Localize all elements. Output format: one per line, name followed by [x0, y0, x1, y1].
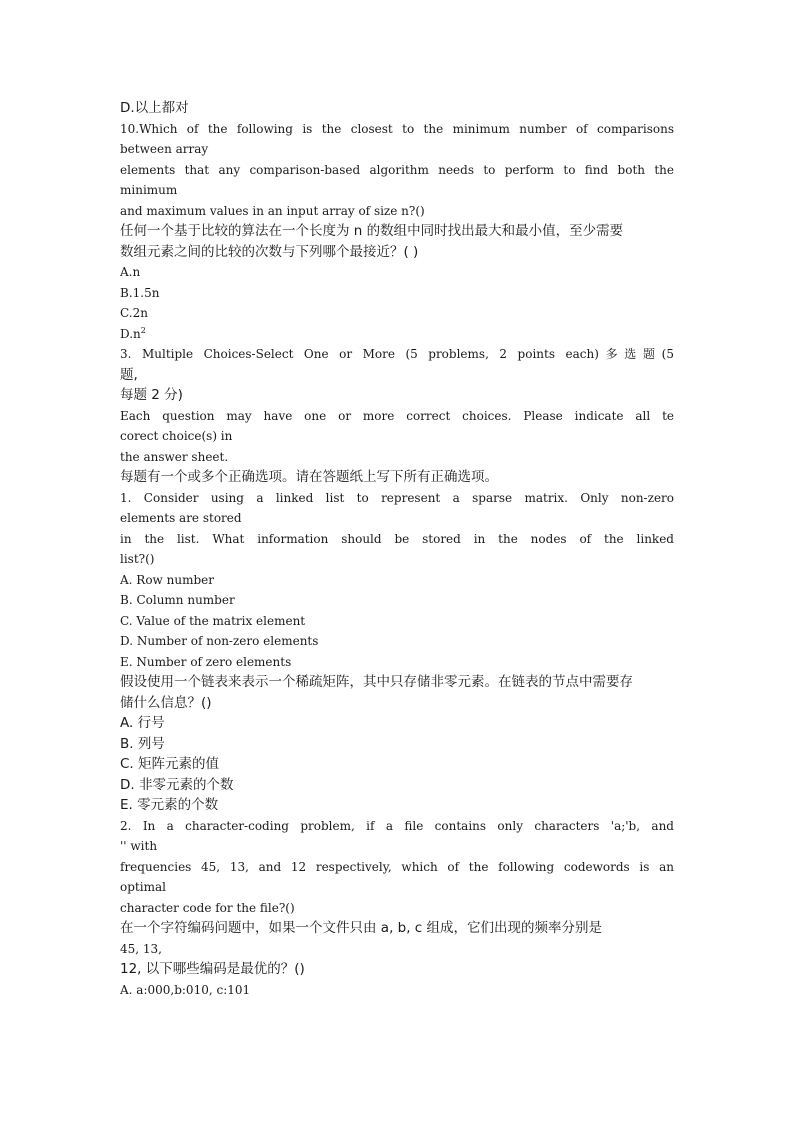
text-line-content: B. 列号: [120, 735, 165, 752]
text-line: [120, 549, 674, 570]
text-line-content: elements are stored: [120, 511, 242, 525]
text-line-content: '' with: [120, 839, 158, 853]
text-line: [120, 426, 674, 447]
text-line: [120, 201, 674, 222]
text-line-content: optimal: [120, 880, 166, 894]
text-line-content: 3. Multiple Choices-Select One or More (5 problems, 2 points each)多选题(5: [120, 347, 674, 361]
text-line: [120, 221, 674, 242]
text-line: [120, 939, 674, 960]
text-line-content: D.n: [120, 326, 141, 341]
text-line-content: 2. In a character-coding problem, if a file contains only characters 'a;'b, and: [120, 818, 674, 833]
text-line: [120, 898, 674, 919]
text-line-content: 在一个字符编码问题中，如果一个文件只由 a, b, c 组成，它们出现的频率分别是: [120, 920, 603, 936]
text-line: [120, 406, 674, 427]
text-line-content: D. 非零元素的个数: [120, 776, 234, 793]
text-line: [120, 139, 674, 160]
text-line-content: A. Row number: [120, 572, 214, 587]
text-line-content: elements that any comparison-based algorithm needs to perform to find both the: [120, 162, 674, 177]
text-line-content: 题,: [120, 366, 138, 383]
text-line: [120, 672, 674, 693]
text-line: [120, 385, 674, 406]
text-line: [120, 529, 674, 550]
text-line-content: 每题 2 分): [120, 387, 183, 403]
text-line: [120, 160, 674, 181]
text-line: [120, 590, 674, 611]
text-line-content: E. Number of zero elements: [120, 654, 292, 669]
text-line: [120, 816, 674, 837]
text-line: [120, 775, 674, 796]
text-line: [120, 303, 674, 324]
text-line-content: character code for the file?(): [120, 900, 295, 915]
text-line-content: C.2n: [120, 306, 148, 320]
text-line: [120, 283, 674, 304]
text-line: [120, 693, 674, 714]
text-line-content: the answer sheet.: [120, 449, 229, 464]
superscript: 2: [140, 325, 146, 335]
text-line-content: 任何一个基于比较的算法在一个长度为 n 的数组中同时找出最大和最小值，至少需要: [120, 223, 624, 239]
text-line: [120, 180, 674, 201]
text-line: [120, 365, 674, 386]
text-line: [120, 754, 674, 775]
text-line-content: D. Number of non-zero elements: [120, 634, 319, 648]
text-line-content: in the list. What information should be stored in the nodes of the linked: [120, 531, 674, 546]
text-line: [120, 119, 674, 140]
text-line-content: A.n: [120, 265, 141, 279]
text-line-content: list?(): [120, 552, 155, 566]
text-line: [120, 631, 674, 652]
text-line: [120, 447, 674, 468]
text-line: [120, 242, 674, 263]
text-line-content: corect choice(s) in: [120, 429, 233, 443]
text-line: [120, 877, 674, 898]
text-line-content: 每题有一个或多个正确选项。请在答题纸上写下所有正确选项。: [120, 469, 498, 485]
text-line-content: A. a:000,b:010, c:101: [120, 982, 251, 997]
text-line-content: E. 零元素的个数: [120, 797, 219, 813]
text-line-content: 1. Consider using a linked list to represent a sparse matrix. Only non-zero: [120, 490, 674, 505]
text-line: [120, 344, 674, 365]
text-line-content: B.1.5n: [120, 285, 160, 300]
text-line-content: minimum: [120, 183, 178, 197]
text-line: [120, 467, 674, 488]
text-line-content: D.以上都对: [120, 100, 189, 116]
text-line: [120, 959, 674, 980]
text-line: [120, 918, 674, 939]
text-line-content: 数组元素之间的比较的次数与下列哪个最接近？( ): [120, 243, 419, 260]
document-body: [120, 98, 674, 1000]
text-line-content: 储什么信息？(): [120, 694, 212, 711]
text-line: [120, 713, 674, 734]
text-line: [120, 488, 674, 509]
text-line: [120, 611, 674, 632]
text-line-content: Each question may have one or more correct choices. Please indicate all te: [120, 408, 674, 423]
text-line-content: 10.Which of the following is the closest to the minimum number of comparisons: [120, 121, 674, 136]
text-line: [120, 570, 674, 591]
text-line: [120, 980, 674, 1001]
text-line-content: C. Value of the matrix element: [120, 613, 306, 628]
text-line-content: C. 矩阵元素的值: [120, 756, 220, 772]
text-line-content: 45, 13,: [120, 941, 162, 956]
text-line: [120, 652, 674, 673]
text-line-content: and maximum values in an input array of size n?(): [120, 203, 425, 218]
text-line: [120, 836, 674, 857]
text-line: [120, 98, 674, 119]
text-line-content: B. Column number: [120, 593, 235, 607]
text-line: [120, 857, 674, 878]
text-line-content: 12, 以下哪些编码是最优的？(): [120, 961, 305, 977]
text-line-content: frequencies 45, 13, and 12 respectively, which of the following codewords is an: [120, 859, 674, 874]
text-line-content: 假设使用一个链表来表示一个稀疏矩阵，其中只存储非零元素。在链表的节点中需要存: [120, 674, 633, 690]
text-line-content: A. 行号: [120, 715, 165, 731]
text-line: [120, 262, 674, 283]
text-line: [120, 734, 674, 755]
text-line: [120, 795, 674, 816]
text-line-content: between array: [120, 142, 209, 156]
text-line: [120, 508, 674, 529]
text-line: [120, 324, 674, 345]
